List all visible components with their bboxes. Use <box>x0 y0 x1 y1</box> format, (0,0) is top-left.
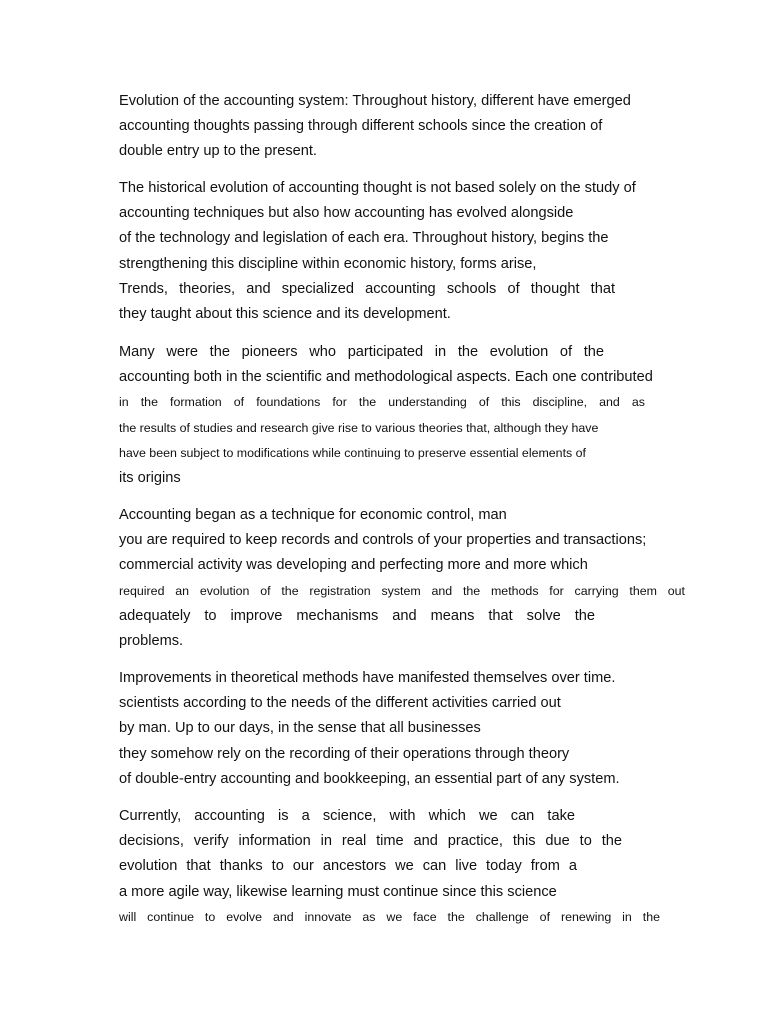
text-line: the results of studies and research give rise to various theories that, although they have <box>119 420 599 435</box>
paragraph-theoretical-methods <box>119 666 699 792</box>
text-line: a more agile way, likewise learning must continue since this science <box>119 883 557 900</box>
paragraph-accounting-system-evolution <box>119 89 699 165</box>
text-line: The historical evolution of accounting thought is not based solely on the study of <box>119 180 636 196</box>
text-line: evolution that thanks to our ancestors we can live today from a <box>119 858 577 875</box>
text-line: they somehow rely on the recording of their operations through theory <box>119 745 570 762</box>
text-line: they taught about this science and its development. <box>119 305 451 322</box>
text-line: Evolution of the accounting system: Throughout history, different have emerged <box>119 93 631 109</box>
text-line: have been subject to modifications while continuing to preserve essential elements of <box>119 445 586 460</box>
paragraph-economic-control <box>119 503 699 654</box>
text-line: its origins <box>119 469 181 486</box>
text-line: in the formation of foundations for the understanding of this discipline, and as <box>119 395 645 410</box>
paragraph-historical-evolution <box>119 176 699 327</box>
text-line: Currently, accounting is a science, with which we can take <box>119 808 575 824</box>
text-line: scientists according to the needs of the different activities carried out <box>119 695 561 712</box>
paragraph-currently <box>119 804 699 930</box>
text-line: required an evolution of the registration system and the methods for carrying them out <box>119 583 685 598</box>
text-line: Trends, theories, and specialized accounting schools of thought that <box>119 280 615 297</box>
text-line: adequately to improve mechanisms and means that solve the <box>119 607 595 624</box>
paragraph-pioneers <box>119 340 699 491</box>
text-line: of double-entry accounting and bookkeeping, an essential part of any system. <box>119 770 620 787</box>
text-line: Many were the pioneers who participated in the evolution of the <box>119 344 604 360</box>
text-line: double entry up to the present. <box>119 143 317 160</box>
text-line: Accounting began as a technique for economic control, man <box>119 507 507 523</box>
text-line: Improvements in theoretical methods have manifested themselves over time. <box>119 670 616 686</box>
text-line: by man. Up to our days, in the sense that all businesses <box>119 720 481 737</box>
text-line: of the technology and legislation of each era. Throughout history, begins the <box>119 230 609 247</box>
text-line: strengthening this discipline within economic history, forms arise, <box>119 255 537 272</box>
text-line: problems. <box>119 632 184 649</box>
text-line: decisions, verify information in real time and practice, this due to the <box>119 833 622 850</box>
text-line: accounting both in the scientific and methodological aspects. Each one contributed <box>119 369 653 386</box>
text-line: you are required to keep records and controls of your properties and transactions; <box>119 532 647 549</box>
text-line: commercial activity was developing and perfecting more and more which <box>119 557 588 574</box>
text-line: accounting techniques but also how accounting has evolved alongside <box>119 205 574 222</box>
text-line: accounting thoughts passing through different schools since the creation of <box>119 118 603 135</box>
text-line: will continue to evolve and innovate as we face the challenge of renewing in the <box>119 909 660 924</box>
